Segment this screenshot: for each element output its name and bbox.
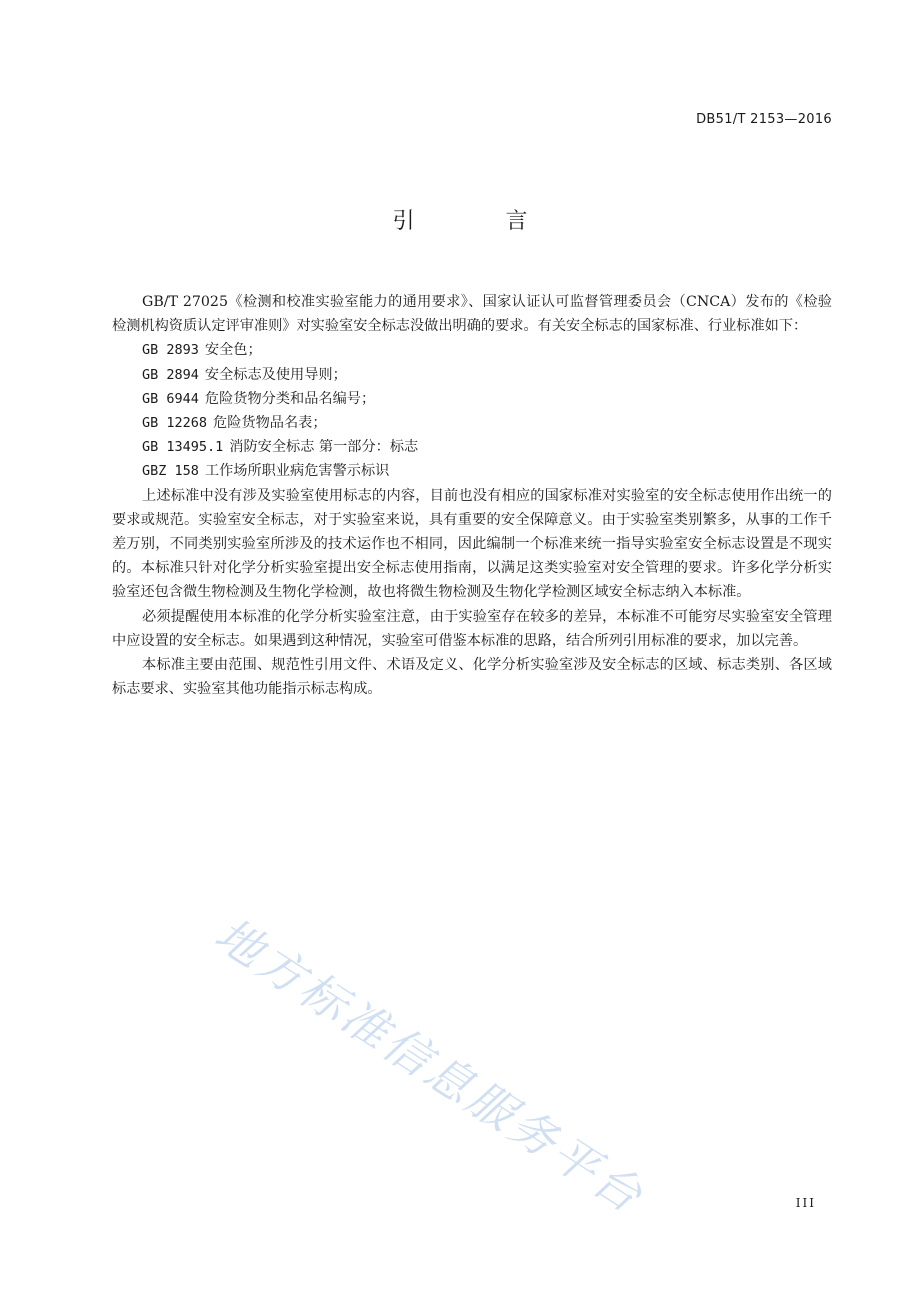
intro-paragraph-2: 上述标准中没有涉及实验室使用标志的内容，目前也没有相应的国家标准对实验室的安全标志使用作出统一的要求或规范。实验室安全标志，对于实验室来说，具有重要的安全保障意义。由于实验室类别繁多，从事的工作千差万别，不同类别实验室所涉及的技术运作也不相同，因此编制一个标准来统一指导实验室安全标志设置是不现实的。本标准只针对化学分析实验室提出安全标志使用指南，以满足这类实验室对安全管理的要求。许多化学分析实验室还包含微生物检测及生物化学检测，故也将微生物检测及生物化学检测区域安全标志纳入本标准。: [112, 487, 832, 601]
standard-code-item: GB 12268: [142, 415, 208, 432]
standard-code-item: GB 2894: [142, 366, 199, 383]
standard-code-item: GB 2893: [142, 342, 199, 359]
standard-code-item: GB 6944: [142, 390, 199, 407]
standard-item: [112, 338, 832, 362]
standard-item: [112, 387, 832, 411]
standard-name: 安全标志及使用导则；: [204, 366, 347, 383]
intro-paragraph-3: 必须提醒使用本标准的化学分析实验室注意，由于实验室存在较多的差异，本标准不可能穷尽实验室安全管理中应设置的安全标志。如果遇到这种情况，实验室可借鉴本标准的思路，结合所列引用标准的要求，加以完善。: [112, 608, 832, 649]
standard-code-item: GB 13495.1: [142, 439, 224, 456]
standard-name: 危险货物分类和品名编号；: [204, 390, 376, 407]
intro-paragraph-4: 本标准主要由范围、规范性引用文件、术语及定义、化学分析实验室涉及安全标志的区域、标志类别、各区域标志要求、实验室其他功能指示标志构成。: [112, 657, 832, 698]
standard-item: [112, 459, 832, 483]
standard-code: DB51/T 2153—2016: [696, 112, 832, 127]
standard-code-item: GBZ 158: [142, 463, 199, 480]
standard-name: 危险货物品名表；: [213, 415, 327, 432]
intro-paragraph-1: GB/T 27025《检测和校准实验室能力的通用要求》、国家认证认可监督管理委员会（CNCA）发布的《检验检测机构资质认定评审准则》对实验室安全标志没做出明确的要求。有关安全标志的国家标准、行业标准如下：: [112, 294, 832, 335]
introduction-body: [112, 290, 832, 701]
standard-name: 消防安全标志 第一部分：标志: [229, 439, 419, 456]
page-title: 引 言: [392, 209, 570, 234]
standards-list: [112, 338, 832, 483]
standard-item: [112, 363, 832, 387]
standard-item: [112, 411, 832, 435]
page-number: III: [795, 1196, 816, 1210]
standard-name: 安全色；: [204, 342, 262, 359]
watermark: 地方标准信息服务平台: [205, 906, 655, 1225]
standard-name: 工作场所职业病危害警示标识: [204, 463, 390, 480]
standard-item: [112, 435, 832, 459]
